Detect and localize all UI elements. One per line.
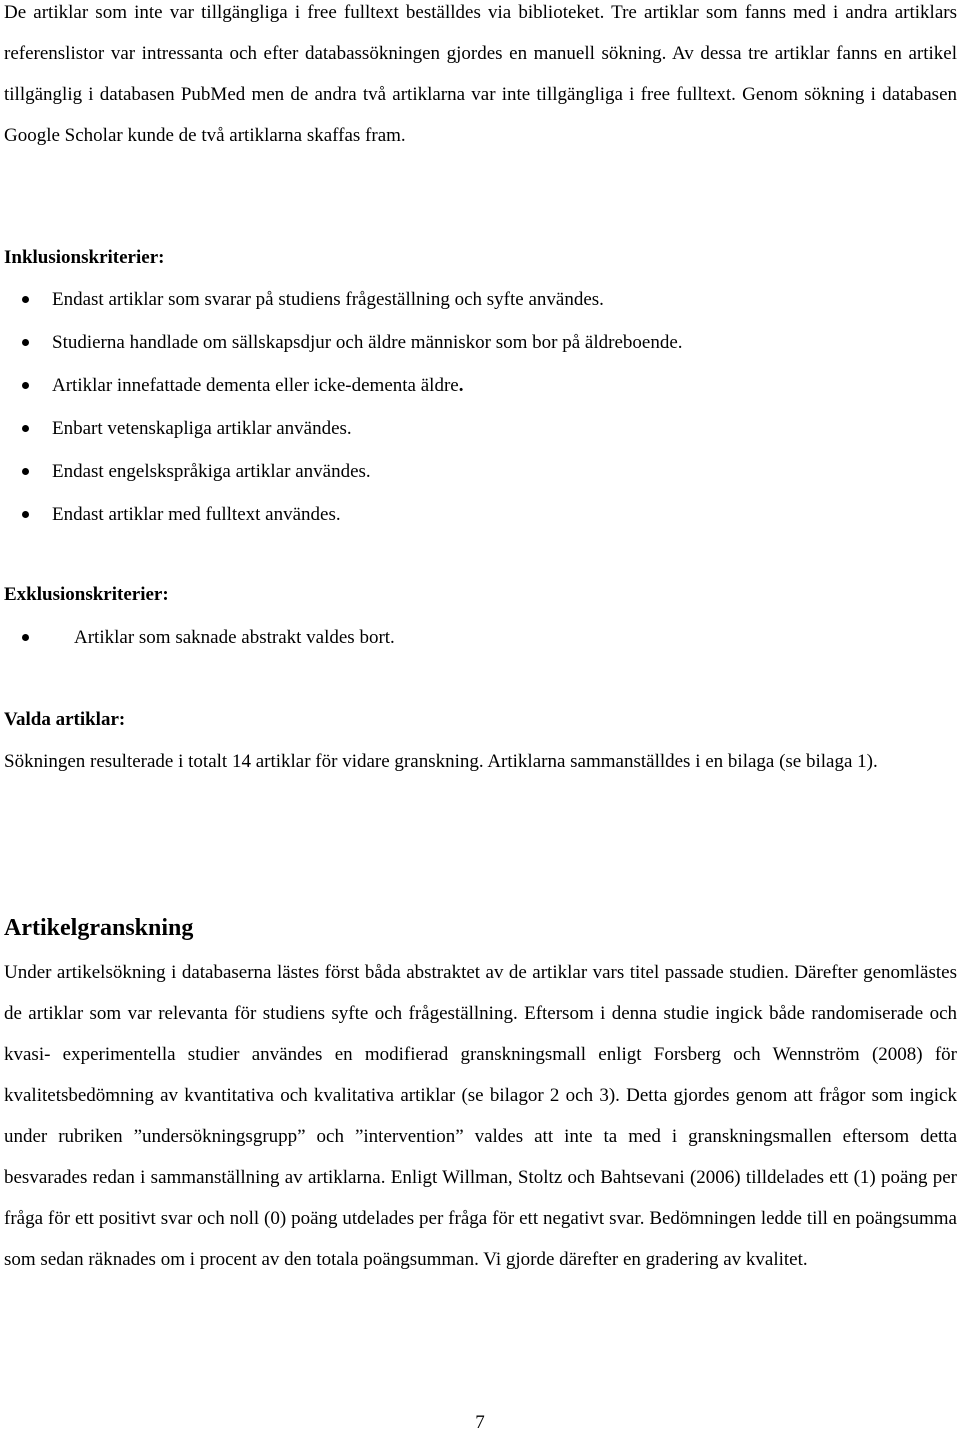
selected-paragraph: Sökningen resulterade i totalt 14 artiklar för vidare granskning. Artiklarna sammanställdes i en bilaga (se bilaga 1).	[4, 751, 878, 772]
inclusion-heading: Inklusionskriterier:	[4, 247, 165, 268]
bullet-icon	[22, 339, 29, 346]
bullet-icon	[22, 296, 29, 303]
bullet-icon	[22, 425, 29, 432]
inclusion-item-text: Endast artiklar med fulltext användes.	[52, 504, 341, 525]
bullet-icon	[22, 511, 29, 518]
exclusion-item-text: Artiklar som saknade abstrakt valdes bort.	[74, 627, 395, 648]
inclusion-item-main: Artiklar innefattade dementa eller icke-dementa äldre	[52, 375, 459, 396]
bullet-icon	[22, 634, 29, 641]
selected-heading: Valda artiklar:	[4, 709, 126, 730]
bullet-icon	[22, 468, 29, 475]
inclusion-item-text: Endast artiklar som svarar på studiens frågeställning och syfte användes.	[52, 289, 604, 310]
inclusion-item-text: Studierna handlade om sällskapsdjur och äldre människor som bor på äldreboende.	[52, 332, 683, 353]
intro-paragraph: De artiklar som inte var tillgängliga i free fulltext beställdes via biblioteket. Tre artiklar som fanns med i andra artiklars referenslistor var intressanta och efter databassökningen gjordes en manuell sökning. Av dessa tre artiklar fanns en artikel tillgänglig i databasen PubMed men de andra två artiklarna var inte tillgängliga i free fulltext. Genom sökning i databasen Google Scholar kunde de två artiklarna skaffas fram.	[4, 2, 957, 146]
review-paragraph: Under artikelsökning i databaserna lästes först båda abstraktet av de artiklar vars titel passade studien. Därefter genomlästes de artiklar som var relevanta för studiens syfte och frågeställning. Eftersom i denna studie ingick både randomiserade och kvasi- experimentella studier användes en modifierad granskningsmall enligt Forsberg och Wennström (2008) för kvalitetsbedömning av kvantitativa och kvalitativa artiklar (se bilagor 2 och 3). Detta gjordes genom att frågor som ingick under rubriken ”undersökningsgrupp” och ”intervention” valdes att inte ta med i granskningsmallen eftersom detta besvarades redan i sammanställning av artiklarna. Enligt Willman, Stoltz och Bahtsevani (2006) tilldelades ett (1) poäng per fråga för ett positivt svar och noll (0) poäng utdelades per fråga för ett negativt svar. Bedömningen ledde till en poängsumma som sedan räknades om i procent av den totala poängsumman. Vi gjorde därefter en gradering av kvalitet.	[4, 962, 957, 1270]
inclusion-item-text: Enbart vetenskapliga artiklar användes.	[52, 418, 352, 439]
inclusion-item-text: Endast engelskspråkiga artiklar användes.	[52, 461, 371, 482]
review-heading: Artikelgranskning	[4, 915, 194, 941]
exclusion-heading: Exklusionskriterier:	[4, 584, 169, 605]
page-number: 7	[475, 1412, 485, 1433]
bullet-icon	[22, 382, 29, 389]
inclusion-item-text	[52, 373, 463, 399]
bold-period: .	[458, 375, 464, 396]
